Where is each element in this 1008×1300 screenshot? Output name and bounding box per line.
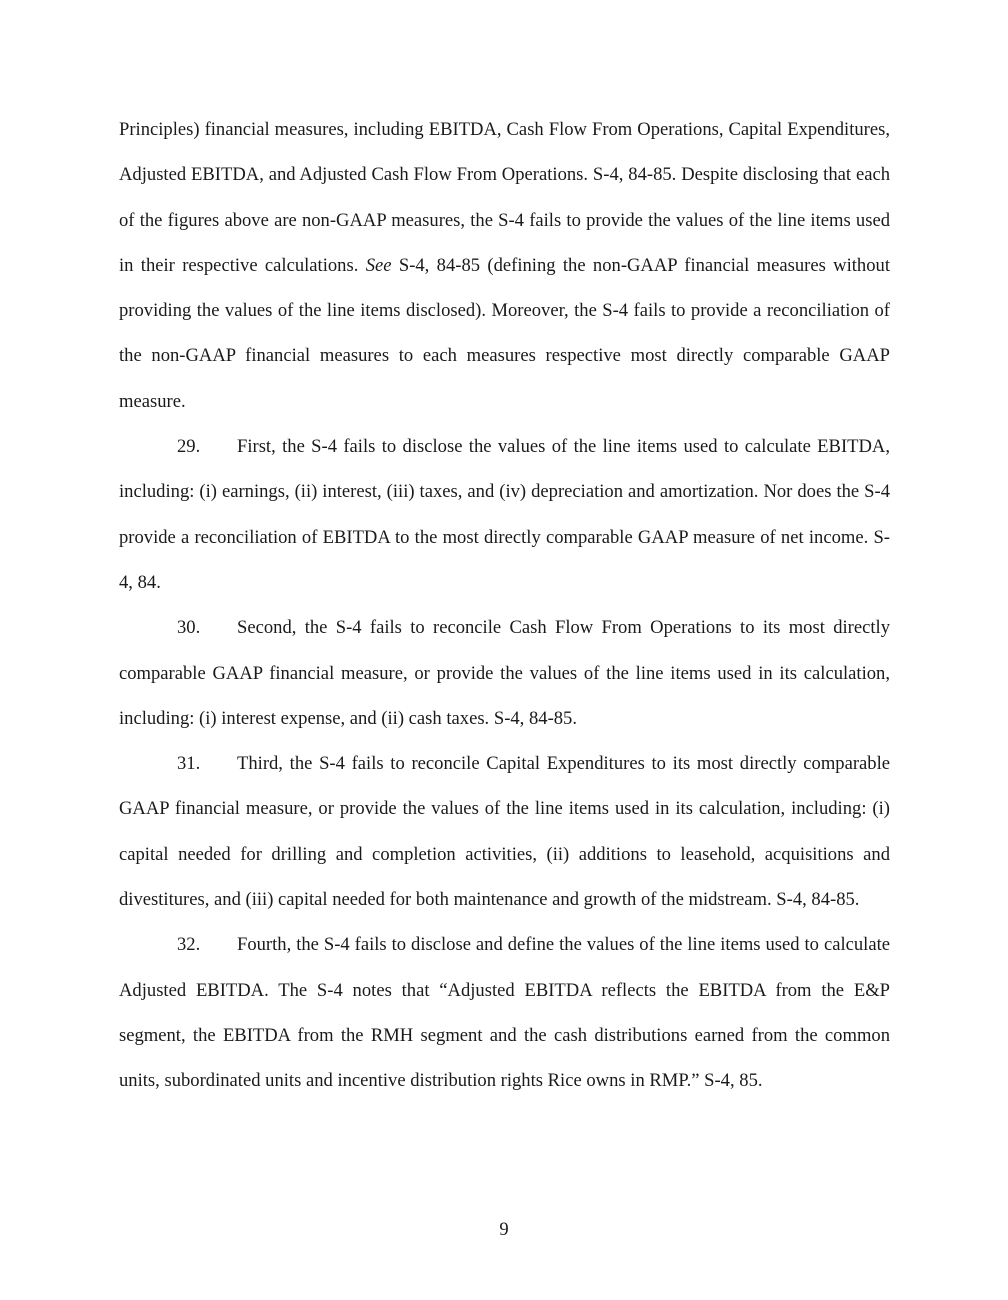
paragraph-32 <box>119 922 890 1103</box>
paragraph-text: Fourth, the S-4 fails to disclose and define the values of the line items used to calculate Adjusted EBITDA. The S-4 notes that “Adjusted EBITDA reflects the EBITDA from the E&P segment, the EBITDA from the RMH segment and the cash distributions earned from the common units, subordinated units and incentive distribution rights Rice owns in RMP.” S-4, 85. <box>119 934 890 1092</box>
paragraph-number: 31. <box>177 753 201 775</box>
paragraph-29 <box>119 424 890 605</box>
paragraph-number: 32. <box>177 934 201 956</box>
paragraph-text-after: S-4, 84-85 (defining the non-GAAP financial measures without providing the values of the line items disclosed). Moreover, the S-4 fails to provide a reconciliation of the non-GAAP financial measures to each measures respective most directly comparable GAAP measure. <box>119 254 890 412</box>
document-page <box>119 107 890 1104</box>
paragraph-text-before: Principles) financial measures, including EBITDA, Cash Flow From Operations, Capital Expenditures, Adjusted EBITDA, and Adjusted Cash Flow From Operations. S-4, 84-85. Despite disclosing that each of the figures above are non-GAAP measures, the S-4 fails to provide the values of the line items used in their respective calculations. <box>119 119 890 276</box>
citation-signal: See <box>365 254 392 276</box>
paragraph-31 <box>119 741 890 922</box>
paragraph-number: 29. <box>177 436 201 458</box>
page-number: 9 <box>499 1219 509 1240</box>
paragraph-text: First, the S-4 fails to disclose the values of the line items used to calculate EBITDA, including: (i) earnings, (ii) interest, (iii) taxes, and (iv) depreciation and amortization. Nor does the S-4 provide a reconciliation of EBITDA to the most directly comparable GAAP measure of net income. S-4, 84. <box>119 436 890 593</box>
paragraph-text: Third, the S-4 fails to reconcile Capital Expenditures to its most directly comparable GAAP financial measure, or provide the values of the line items used in its calculation, including: (i) capital needed for drilling and completion activities, (ii) additions to leasehold, acquisitions and divestitures, and (iii) capital needed for both maintenance and growth of the midstream. S-4, 84-85. <box>119 753 890 911</box>
paragraph-text: Second, the S-4 fails to reconcile Cash Flow From Operations to its most directly comparable GAAP financial measure, or provide the values of the line items used in its calculation, including: (i) interest expense, and (ii) cash taxes. S-4, 84-85. <box>119 617 890 729</box>
paragraph-continued <box>119 107 890 424</box>
paragraph-30 <box>119 605 890 741</box>
paragraph-number: 30. <box>177 617 201 639</box>
